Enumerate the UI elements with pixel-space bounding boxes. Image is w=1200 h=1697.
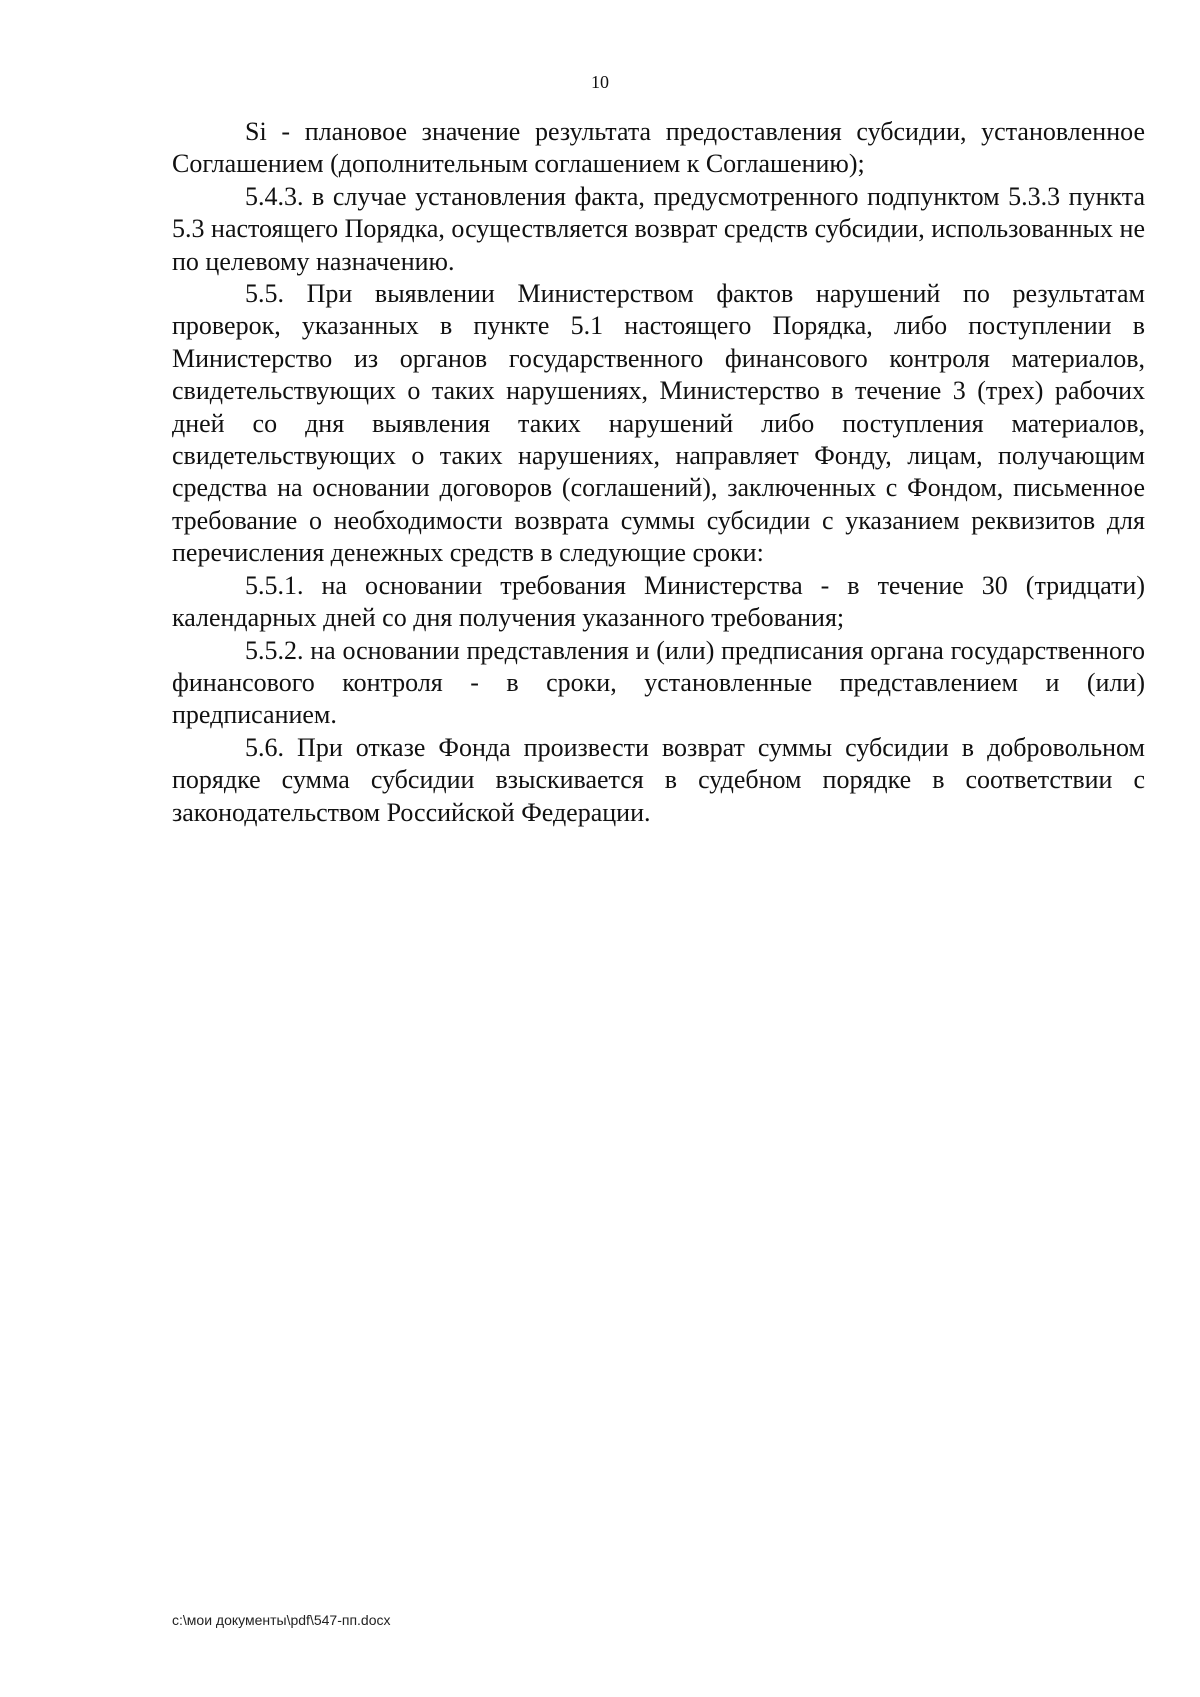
paragraph-5-5: 5.5. При выявлении Министерством фактов нарушений по результатам проверок, указанных в пункте 5.1 настоящего Порядка, либо поступлении в Министерство из органов государственного финансового контроля материалов, свидетельствующих о таких нарушениях, Министерство в течение 3 (трех) рабочих дней со дня выявления таких нарушений либо поступления материалов, свидетельствующих о таких нарушениях, направляет Фонду, лицам, получающим средства на основании договоров (соглашений), заключенных с Фондом, письменное требование о необходимости возврата суммы субсидии с указанием реквизитов для перечисления денежных средств в следующие сроки: <box>172 279 1145 568</box>
document-body <box>172 116 1145 829</box>
paragraph-5-5-2: 5.5.2. на основании представления и (или) предписания органа государственного финансового контроля - в сроки, установленные представлением и (или) предписанием. <box>172 635 1145 730</box>
page-number: 10 <box>591 72 609 92</box>
paragraph-5-5-1: 5.5.1. на основании требования Министерства - в течение 30 (тридцати) календарных дней со дня получения указанного требования; <box>172 570 1145 633</box>
paragraph-si-definition: Si - плановое значение результата предоставления субсидии, установленное Соглашением (дополнительным соглашением к Соглашению); <box>172 117 1145 179</box>
footer-file-path: c:\мои документы\pdf\547-пп.docx <box>172 1612 391 1628</box>
paragraph-5-4-3: 5.4.3. в случае установления факта, предусмотренного подпунктом 5.3.3 пункта 5.3 настоящего Порядка, осуществляется возврат средств субсидии, использованных не по целевому назначению. <box>172 181 1145 276</box>
paragraph-5-6: 5.6. При отказе Фонда произвести возврат суммы субсидии в добровольном порядке сумма субсидии взыскивается в судебном порядке в соответствии с законодательством Российской Федерации. <box>172 732 1145 827</box>
